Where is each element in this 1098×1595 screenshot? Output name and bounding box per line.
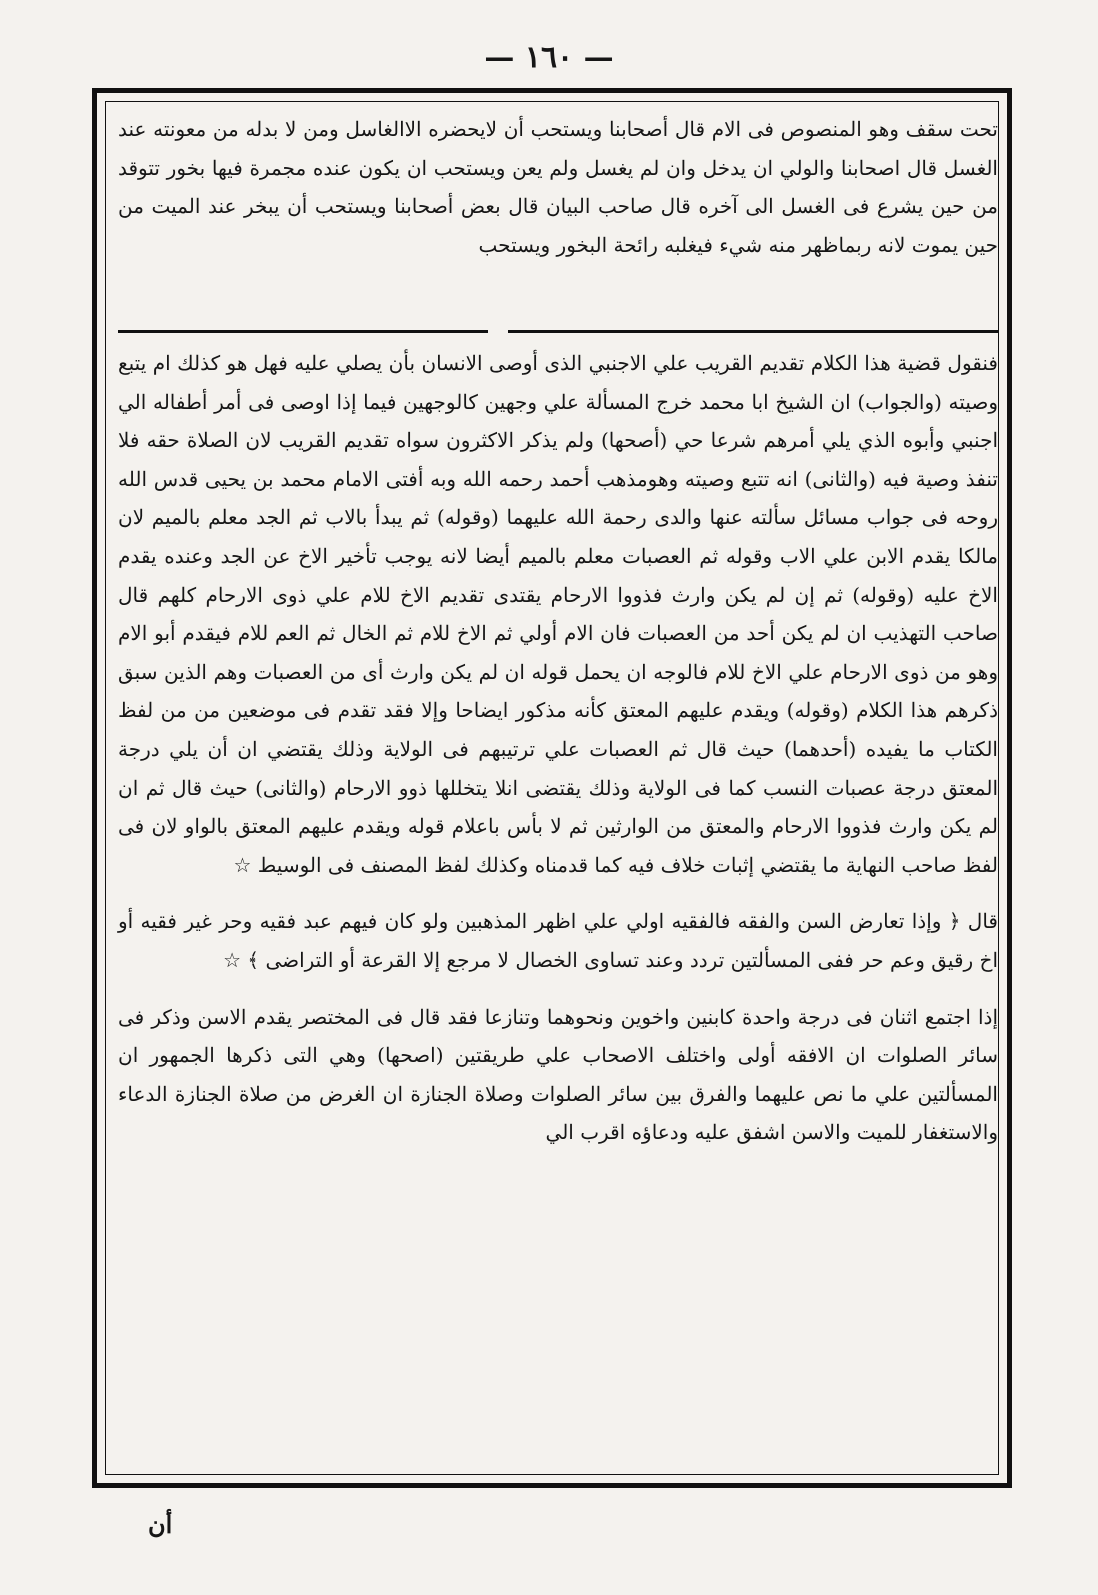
commentary-paragraph-2: إذا اجتمع اثنان فى درجة واحدة كابنين واخوين ونحوهما وتنازعا فقد قال فى المختصر يقدم الاسن وذكر فى سائر الصلوات ان الافقه أولى واختلف الاصحاب علي طريقتين (اصحها) وهي التى ذكرها الجمهور ان المسألتين علي ما نص عليهما والفرق بين سائر الصلوات وصلاة الجنازة ان الغرض من صلاة الجنازة الدعاء والاستغفار للميت والاسن اشفق عليه ودعاؤه اقرب الي	[118, 1004, 998, 1145]
catchword: أن	[148, 1510, 173, 1539]
commentary-paragraph-1: فنقول قضية هذا الكلام تقديم القريب علي الاجنبي الذى أوصى الانسان بأن يصلي عليه فهل هو كذلك ام يتبع وصيته (والجواب) ان الشيخ ابا محمد خرج المسألة علي وجهين كالوجهين فيما إذا اوصى فى أمر أطفاله الي اجنبي وأبوه الذي يلي أمرهم شرعا حي (أصحها) ولم يذكر الاكثرون سواه تقديم القريب لان الصلاة حقه فلا تنفذ وصية فيه (والثانى) انه تتبع وصيته وهومذهب أحمد رحمه الله وبه أفتى الامام محمد بن يحيى قدس الله روحه فى جواب مسائل سألته عنها والدى رحمة الله عليهما (وقوله) ثم يبدأ بالاب ثم الجد معلم بالميم لان مالكا يقدم الابن علي الاب وقوله ثم العصبات معلم بالميم أيضا لانه يوجب تأخير الاخ عن الجد وعنده يقدم الاخ عليه (وقوله) ثم إن لم يكن وارث فذووا الارحام يقتدى تقديم الاخ للام علي ذوى الارحام كلهم قال صاحب التهذيب ان لم يكن أحد من العصبات فان الام أولي ثم الاخ للام ثم الخال ثم العم للام فيقدم أبو الام وهو من ذوى الارحام علي الاخ للام فالوجه ان يحمل قوله ان لم يكن وارث أى من العصبات وهم الذين سبق ذكرهم هذا الكلام (وقوله) ويقدم عليهم المعتق كأنه مذكور ايضاحا وإلا فقد تقدم فى موضعين من من لفظ الكتاب ما يفيده (أحدهما) حيث قال ثم العصبات علي ترتيبهم فى الولاية وذلك يقتضي ان أن يلي درجة المعتق درجة عصبات النسب كما فى الولاية وذلك يقتضى انلا يتخللها ذوو الارحام (والثانى) حيث قال ثم ان لم يكن وارث فذووا الارحام والمعتق من الوارثين ثم لا بأس باعلام قوله ويقدم عليهم المعتق بالواو لان فى لفظ صاحب النهاية ما يقتضي إثبات خلاف فيه كما قدمناه وكذلك لفظ المصنف فى الوسيط ☆	[118, 351, 999, 877]
quoted-text-paragraph: قال ﴿ وإذا تعارض السن والفقه فالفقيه اولي علي اظهر المذهبين ولو كان فيهم عبد فقيه وحر غير فقيه أو اخ رقيق وعم حر ففى المسألتين تردد وعند تساوى الخصال لا مرجع إلا القرعة أو التراضى ﴾ ☆	[118, 909, 998, 972]
section-divider	[118, 324, 998, 338]
page-number: — ١٦٠ —	[484, 40, 614, 75]
divider-rule-right	[508, 330, 998, 333]
upper-section-text: تحت سقف وهو المنصوص فى الام قال أصحابنا ويستحب أن لايحضره الاالغاسل ومن لا بدله من معونته عند الغسل قال اصحابنا والولي ان يدخل وان لم يغسل ولم يعن ويستحب ان يكون عنده مجمرة فيها بخور تتوقد من حين يشرع فى الغسل الى آخره قال صاحب البيان قال بعض أصحابنا ويستحب أن يبخر عند الميت من حين يموت لانه ربماظهر منه شيء فيغلبه رائحة البخور ويستحب	[118, 117, 999, 257]
page-content	[118, 110, 998, 1152]
divider-rule-left	[118, 330, 488, 333]
lower-section	[118, 344, 998, 1152]
upper-section	[118, 110, 998, 320]
